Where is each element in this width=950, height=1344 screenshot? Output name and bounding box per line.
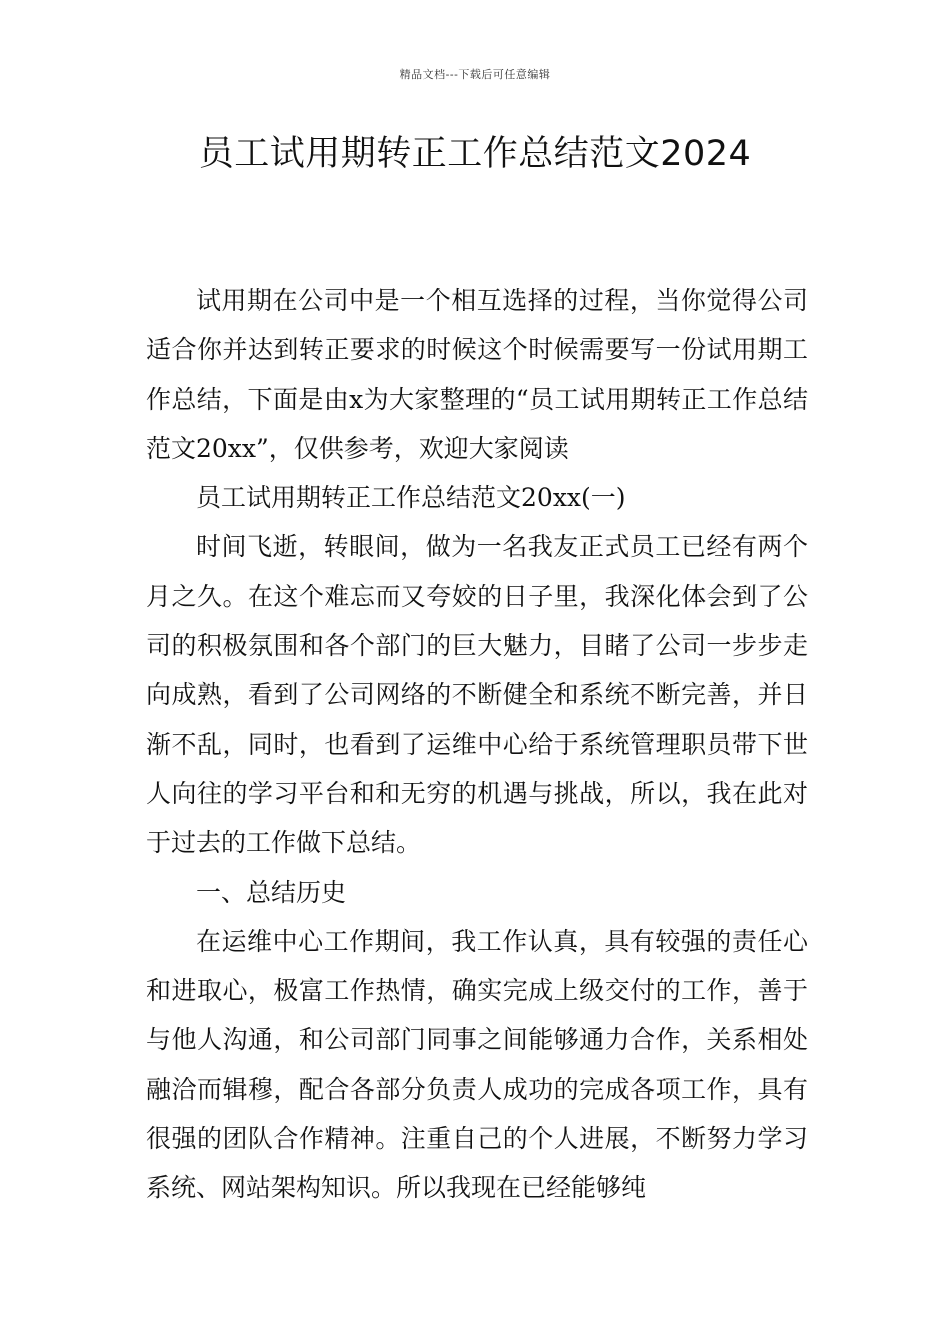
paragraph-heading-history: 一、总结历史: [196, 877, 347, 907]
paragraph-opening: 时间飞逝，转眼间，做为一名我友正式员工已经有两个月之久。在这个难忘而又夸姣的日子里，我深化体会到了公司的积极氛围和各个部门的巨大魅力，目睹了公司一步步走向成熟，看到了公司网络的不断健全和系统不断完善，并日渐不乱，同时，也看到了运维中心给于系统管理职员带下世人向往的学习平台和和无穷的机遇与挑战，所以，我在此对于过去的工作做下总结。: [146, 532, 808, 858]
document-body: [146, 276, 808, 1213]
paragraph-intro: 试用期在公司中是一个相互选择的过程，当你觉得公司适合你并达到转正要求的时候这个时候需要写一份试用期工作总结，下面是由x为大家整理的“员工试用期转正工作总结范文20xx”，仅供参考，欢迎大家阅读: [146, 286, 808, 463]
header-note: 精品文档---下载后可任意编辑: [399, 68, 551, 81]
paragraph-history: 在运维中心工作期间，我工作认真，具有较强的责任心和进取心，极富工作热情，确实完成上级交付的工作，善于与他人沟通，和公司部门同事之间能够通力合作，关系相处融洽而辑穆，配合各部分负责人成功的完成各项工作，具有很强的团队合作精神。注重自己的个人进展，不断努力学习系统、网站架构知识。所以我现在已经能够纯: [146, 926, 808, 1203]
paragraph-section-title: 员工试用期转正工作总结范文20xx(一): [196, 483, 626, 513]
document-title: 员工试用期转正工作总结范文2024: [198, 134, 752, 174]
